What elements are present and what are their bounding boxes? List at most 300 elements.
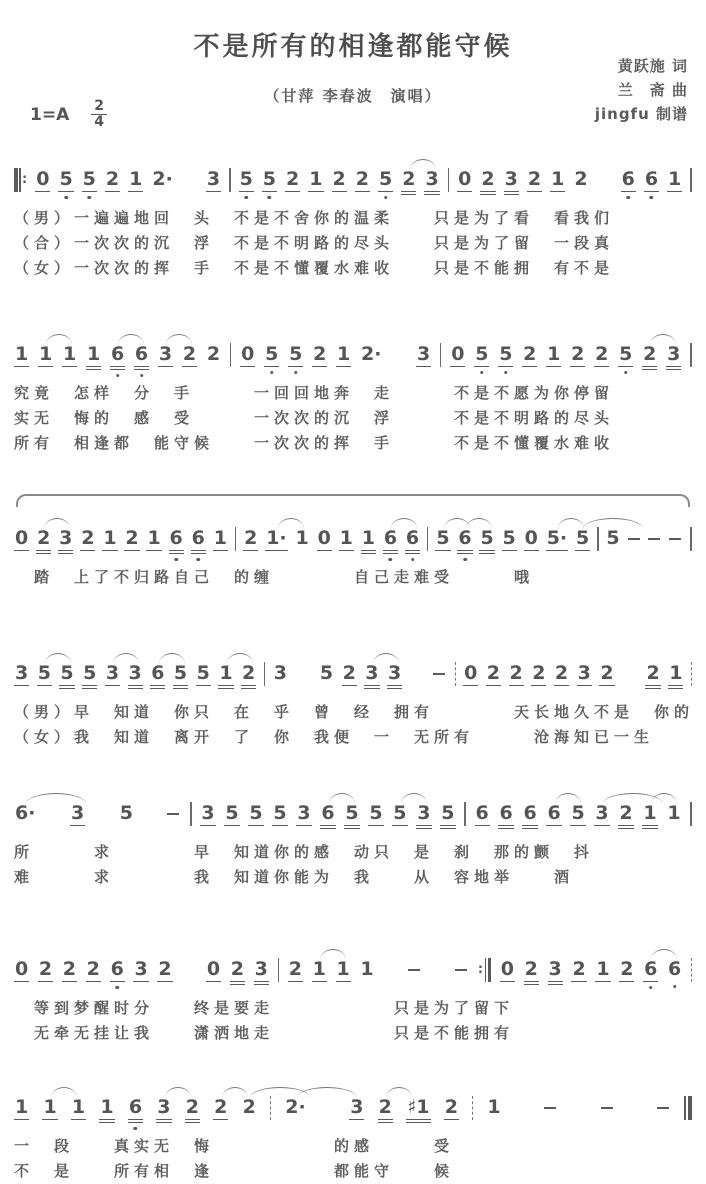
music-system-6 [14, 946, 692, 1046]
note-glyph: 5 [475, 343, 489, 365]
barline [230, 343, 232, 367]
note-token [479, 529, 494, 554]
note-token [498, 804, 513, 829]
note-token [498, 345, 513, 367]
note-token [62, 345, 77, 367]
lyrics-block [14, 1134, 692, 1184]
note-glyph: 0 [451, 343, 465, 365]
spacer [410, 664, 426, 665]
phrase-tie-line [16, 494, 690, 507]
note-token [248, 804, 263, 826]
note-glyph: 6 [191, 529, 206, 554]
note-token [262, 170, 277, 192]
note-token [156, 1098, 171, 1123]
barline [440, 343, 442, 367]
note-glyph: 3 [128, 664, 143, 689]
barline [427, 527, 429, 551]
barline [690, 343, 692, 367]
note-token [599, 664, 614, 686]
note-token [296, 804, 311, 826]
lyrics-block [14, 206, 692, 281]
note-token [524, 960, 539, 985]
dashed-barline [691, 662, 692, 686]
note-glyph: 1 [336, 958, 350, 980]
note-token [224, 804, 239, 826]
music-system-1 [14, 156, 692, 281]
note-glyph: 2 [241, 664, 256, 689]
note-glyph: 1 [360, 958, 374, 980]
bar-thin [485, 958, 487, 982]
note-glyph: 1 [642, 804, 657, 829]
duration-dash [648, 529, 662, 548]
note-glyph: 3 [70, 802, 85, 824]
note-glyph: 6· [15, 802, 36, 824]
note-glyph: 1 [337, 343, 351, 365]
note-token [668, 664, 683, 689]
note-token [416, 345, 431, 367]
note-token [105, 664, 120, 686]
note-token [182, 345, 197, 367]
note-token [570, 345, 585, 367]
repeat-dots: : [477, 962, 484, 977]
note-glyph: 2 [286, 168, 300, 190]
note-glyph: 2 [182, 343, 197, 365]
notes-row [14, 331, 692, 375]
note-token [355, 170, 370, 192]
note-glyph: 1 [551, 168, 565, 190]
note-glyph: 3 [206, 168, 221, 190]
note-token [82, 170, 97, 192]
note-glyph: 5 [59, 168, 73, 190]
note-token [339, 529, 354, 551]
note-token [457, 529, 472, 554]
note-glyph: 6 [644, 958, 658, 980]
note-glyph: 5 [502, 527, 516, 549]
note-token [14, 1098, 29, 1120]
note-token [242, 1098, 257, 1119]
note-token [71, 1098, 86, 1120]
note-glyph: 2· [152, 168, 173, 190]
note-token [173, 664, 188, 689]
spacer [45, 804, 61, 805]
note-token [243, 529, 258, 551]
note-token [667, 170, 682, 192]
note-token [336, 960, 351, 982]
lyric-line: （男）一遍遍地回 头 不是不舍你的温柔 只是为了看 看我们 [14, 209, 615, 227]
note-glyph: 5 [479, 529, 494, 554]
lyric-line: （男）早 知道 你只 在 乎 曾 经 拥有 天长地久不是 你的 [14, 703, 695, 721]
note-token [378, 1098, 393, 1123]
final-barline [684, 1096, 692, 1120]
note-token [644, 170, 659, 192]
note-glyph: 6 [522, 804, 537, 829]
note-token [124, 529, 139, 551]
note-glyph: 3 [416, 804, 431, 829]
note-token [571, 960, 586, 982]
note-token [185, 1098, 200, 1123]
note-token [86, 345, 101, 370]
note-glyph: 5 [378, 168, 393, 190]
bar-thin [19, 168, 21, 192]
note-token [36, 529, 51, 554]
lyrics-block [14, 840, 692, 890]
note-glyph: 3 [350, 1096, 364, 1118]
note-glyph: 6 [110, 958, 124, 980]
note-token [550, 170, 565, 192]
note-token [531, 664, 546, 686]
note-glyph: 2 [572, 958, 586, 980]
note-token [444, 1098, 459, 1120]
lyrics-block [14, 565, 692, 590]
note-glyph: 2 [574, 168, 588, 190]
notes-row [14, 946, 692, 990]
note-glyph: 1 [218, 664, 233, 689]
note-glyph: 3 [58, 529, 73, 554]
lyrics-block [14, 381, 692, 456]
lyric-line: （合）一次次的沉 浮 不是不明路的尽头 只是为了留 一段真 [14, 234, 615, 252]
note-glyph: 5 [249, 802, 263, 824]
note-glyph: 5 [82, 664, 97, 689]
credits-block [595, 54, 688, 126]
time-signature [91, 100, 107, 129]
note-glyph: 2 [36, 529, 51, 554]
barline [264, 662, 266, 686]
note-token [264, 345, 279, 367]
spacer [431, 960, 447, 961]
note-glyph: 2 [230, 960, 245, 985]
spacer [320, 1098, 336, 1099]
note-token [82, 664, 97, 689]
note-token [14, 345, 29, 367]
lyric-line: （女）一次次的挥 手 不是不懂覆水难收 只是不能拥 有不是 [14, 259, 615, 277]
dashed-barline [472, 1096, 473, 1120]
note-glyph: 0 [317, 527, 331, 549]
note-glyph: 2 [125, 527, 139, 549]
lyric-line: 难 求 我 知道你能为 我 从 容地举 酒 [14, 868, 575, 886]
spacer [628, 1098, 644, 1099]
notes-row [14, 1084, 692, 1128]
note-glyph: 6 [405, 529, 420, 554]
note-token [360, 345, 382, 366]
note-glyph: 6 [621, 168, 635, 190]
note-token [440, 804, 455, 829]
note-glyph: 2 [618, 804, 633, 829]
duration-dash [408, 960, 422, 979]
repeat-dots: : [22, 172, 28, 187]
note-token [594, 345, 609, 367]
note-glyph: 3 [424, 170, 439, 195]
note-glyph: 5 [606, 527, 620, 549]
lyric-line: 所 求 早 知道你的感 动只 是 刹 那的颤 抖 [14, 843, 595, 861]
note-token [288, 960, 303, 982]
note-glyph: 1 [487, 1096, 501, 1118]
note-glyph: 2 [332, 168, 346, 190]
duration-dash [433, 664, 447, 683]
note-token [151, 170, 173, 191]
note-glyph: 2 [554, 662, 569, 684]
note-glyph: 5 [262, 168, 277, 190]
note-token [522, 804, 537, 829]
note-token [361, 529, 376, 554]
duration-dash [544, 1098, 558, 1117]
note-glyph: 5 [319, 662, 334, 684]
key-and-meter [30, 100, 107, 129]
note-glyph: 2 [401, 170, 416, 195]
note-token [364, 664, 379, 689]
note-token [196, 664, 211, 686]
repeat-end-barline [478, 958, 491, 982]
note-token [406, 1098, 430, 1123]
note-glyph: 2· [361, 343, 382, 365]
note-glyph: 2 [313, 343, 327, 365]
bar-thick [688, 1096, 692, 1120]
meter-denominator: 4 [94, 114, 104, 130]
note-token [128, 664, 143, 689]
note-glyph: 0 [524, 527, 538, 549]
duration-dash [657, 1098, 671, 1117]
barline [278, 958, 280, 982]
note-glyph: 5 [119, 802, 133, 824]
lyric-line: 所有 相逢都 能守候 一次次的挥 手 不是不懂覆水难收 [14, 434, 615, 452]
note-glyph: 2 [288, 958, 302, 980]
note-glyph: 5 [289, 343, 303, 365]
note-token [342, 664, 357, 686]
note-glyph: 1 [339, 527, 353, 549]
note-token [570, 804, 585, 826]
bar-thin [684, 1096, 686, 1120]
note-glyph: 0 [15, 527, 29, 549]
note-token [368, 804, 383, 826]
note-glyph: 6 [383, 529, 398, 554]
duration-dash [601, 1098, 615, 1117]
music-system-4 [14, 650, 695, 750]
note-token [480, 170, 495, 195]
note-glyph: 2 [645, 664, 660, 689]
note-token [254, 960, 269, 985]
note-glyph: 5 [499, 343, 513, 365]
note-token [577, 664, 592, 686]
note-token [38, 960, 53, 982]
note-glyph: 6 [547, 802, 561, 824]
note-glyph: 0 [241, 343, 255, 365]
note-glyph: 1 [99, 1098, 114, 1123]
note-glyph: 2 [620, 958, 634, 980]
note-glyph: 0 [464, 662, 478, 684]
note-glyph: 1 [547, 343, 561, 365]
note-token [500, 960, 515, 982]
note-token [642, 804, 657, 829]
key-signature: 1=A [30, 104, 70, 125]
song-title: 不是所有的相逢都能守候 [193, 32, 513, 62]
note-token [119, 804, 134, 825]
note-glyph: 1 [103, 527, 117, 549]
note-glyph: 1 [667, 802, 681, 824]
note-token [241, 664, 256, 689]
note-glyph: 1 [15, 1096, 29, 1118]
note-glyph: 1 [129, 168, 143, 190]
composer-credit: 兰 斋 曲 [617, 81, 688, 99]
transcriber-credit: jingfu 制谱 [594, 105, 688, 123]
note-glyph: 2 [523, 343, 537, 365]
note-glyph: 1 [309, 168, 323, 190]
note-token [191, 529, 206, 554]
duration-dash [167, 804, 181, 823]
note-token [239, 170, 254, 192]
note-token [58, 529, 73, 554]
note-token [618, 345, 633, 367]
barline [690, 802, 692, 826]
note-token [546, 529, 568, 551]
note-token [284, 1098, 306, 1119]
note-glyph: 1· [266, 527, 287, 549]
note-glyph: 3 [15, 662, 29, 684]
score-body [12, 156, 694, 1184]
note-glyph: 5 [82, 168, 96, 190]
note-glyph: 3 [201, 802, 215, 824]
lyrics-block [14, 700, 695, 750]
note-token [158, 345, 173, 367]
notes-row [14, 790, 692, 834]
barline [597, 527, 599, 551]
note-token [14, 664, 29, 686]
note-token [42, 1098, 57, 1120]
duration-dash [455, 960, 469, 979]
spacer [597, 170, 613, 171]
note-token [435, 529, 450, 551]
note-token [169, 529, 184, 554]
note-token [666, 804, 681, 825]
duration-dash [628, 529, 642, 548]
note-glyph: 6 [498, 804, 513, 829]
note-token [206, 170, 221, 192]
note-token [213, 1098, 228, 1120]
note-token [573, 170, 588, 191]
barline [190, 802, 192, 826]
note-token [546, 804, 561, 826]
note-token [643, 960, 658, 982]
note-token [99, 1098, 114, 1123]
note-glyph: 1 [43, 1096, 57, 1118]
dashed-barline [455, 662, 456, 686]
note-token [240, 345, 255, 367]
note-glyph: 3 [134, 958, 148, 980]
barline [690, 527, 692, 551]
note-glyph: 5 [265, 343, 279, 365]
barline [448, 168, 450, 192]
note-token [319, 664, 334, 685]
note-token [548, 960, 563, 985]
note-glyph: 5 [273, 802, 287, 824]
barline [464, 802, 466, 826]
barline [229, 168, 231, 192]
note-token [110, 345, 125, 370]
repeat-start-barline [14, 168, 27, 192]
barline [690, 168, 692, 192]
note-token [359, 960, 374, 981]
note-glyph: 0 [36, 168, 50, 190]
note-glyph: 2 [595, 343, 609, 365]
note-glyph: 2 [105, 168, 120, 190]
note-token [645, 664, 660, 689]
note-glyph: 1 [15, 343, 29, 365]
note-token [102, 529, 117, 551]
note-token [146, 529, 161, 551]
note-glyph: 2 [642, 345, 657, 370]
note-glyph: 5 [619, 343, 633, 365]
note-token [332, 170, 347, 192]
spacer [295, 664, 311, 665]
note-token [206, 960, 221, 982]
note-glyph: 5 [239, 168, 253, 190]
note-token [35, 170, 50, 192]
note-glyph: 1 [295, 527, 309, 549]
note-glyph: 2 [355, 168, 369, 190]
note-token [312, 345, 327, 367]
note-glyph: 2 [185, 1098, 200, 1123]
note-token [474, 345, 489, 367]
note-glyph: 0 [206, 958, 221, 980]
note-glyph: 1 [71, 1096, 86, 1118]
note-token [157, 960, 172, 982]
note-glyph: 2 [532, 662, 546, 684]
lyricist-credit: 黄跃施 词 [617, 57, 688, 75]
note-token [230, 960, 245, 985]
duration-dash [669, 529, 683, 548]
note-token [70, 804, 85, 826]
note-glyph: 6 [150, 664, 165, 689]
spacer [391, 345, 407, 346]
note-glyph: 1 [62, 343, 77, 365]
note-glyph: 5 [59, 664, 74, 689]
note-glyph: 1 [213, 527, 227, 549]
note-token [200, 804, 215, 826]
note-token [134, 345, 149, 370]
note-glyph: 3 [416, 343, 431, 365]
note-token [522, 345, 537, 367]
note-token [312, 960, 327, 982]
bar-thick [488, 958, 492, 982]
spacer [571, 1098, 587, 1099]
note-glyph: 1 [668, 168, 682, 190]
dashed-barline [691, 958, 692, 982]
spacer [515, 1098, 531, 1099]
note-token [86, 960, 101, 982]
note-glyph: 3 [666, 345, 681, 370]
note-glyph: 5 [436, 527, 450, 549]
note-glyph: 6 [134, 345, 149, 370]
note-token [213, 529, 228, 551]
note-glyph: 5 [440, 804, 455, 829]
note-glyph: 1 [596, 958, 610, 980]
note-glyph: 2 [86, 958, 100, 980]
note-glyph: 1 [38, 343, 53, 365]
note-token [308, 170, 323, 192]
note-token [349, 1098, 364, 1120]
note-token [618, 804, 633, 829]
note-glyph: 6 [110, 345, 125, 370]
note-token [38, 345, 53, 367]
note-glyph: 2 [571, 343, 585, 365]
lyrics-block [14, 996, 692, 1046]
note-glyph: 5· [546, 527, 568, 549]
note-token [486, 664, 501, 686]
note-glyph: 3 [254, 960, 269, 985]
note-glyph: 3 [273, 662, 287, 684]
note-token [387, 664, 402, 689]
note-glyph: 6 [457, 529, 472, 554]
lyric-line: （女）我 知道 离开 了 你 我便 一 无所有 沧海知已一生 [14, 728, 655, 746]
note-token [14, 529, 29, 551]
